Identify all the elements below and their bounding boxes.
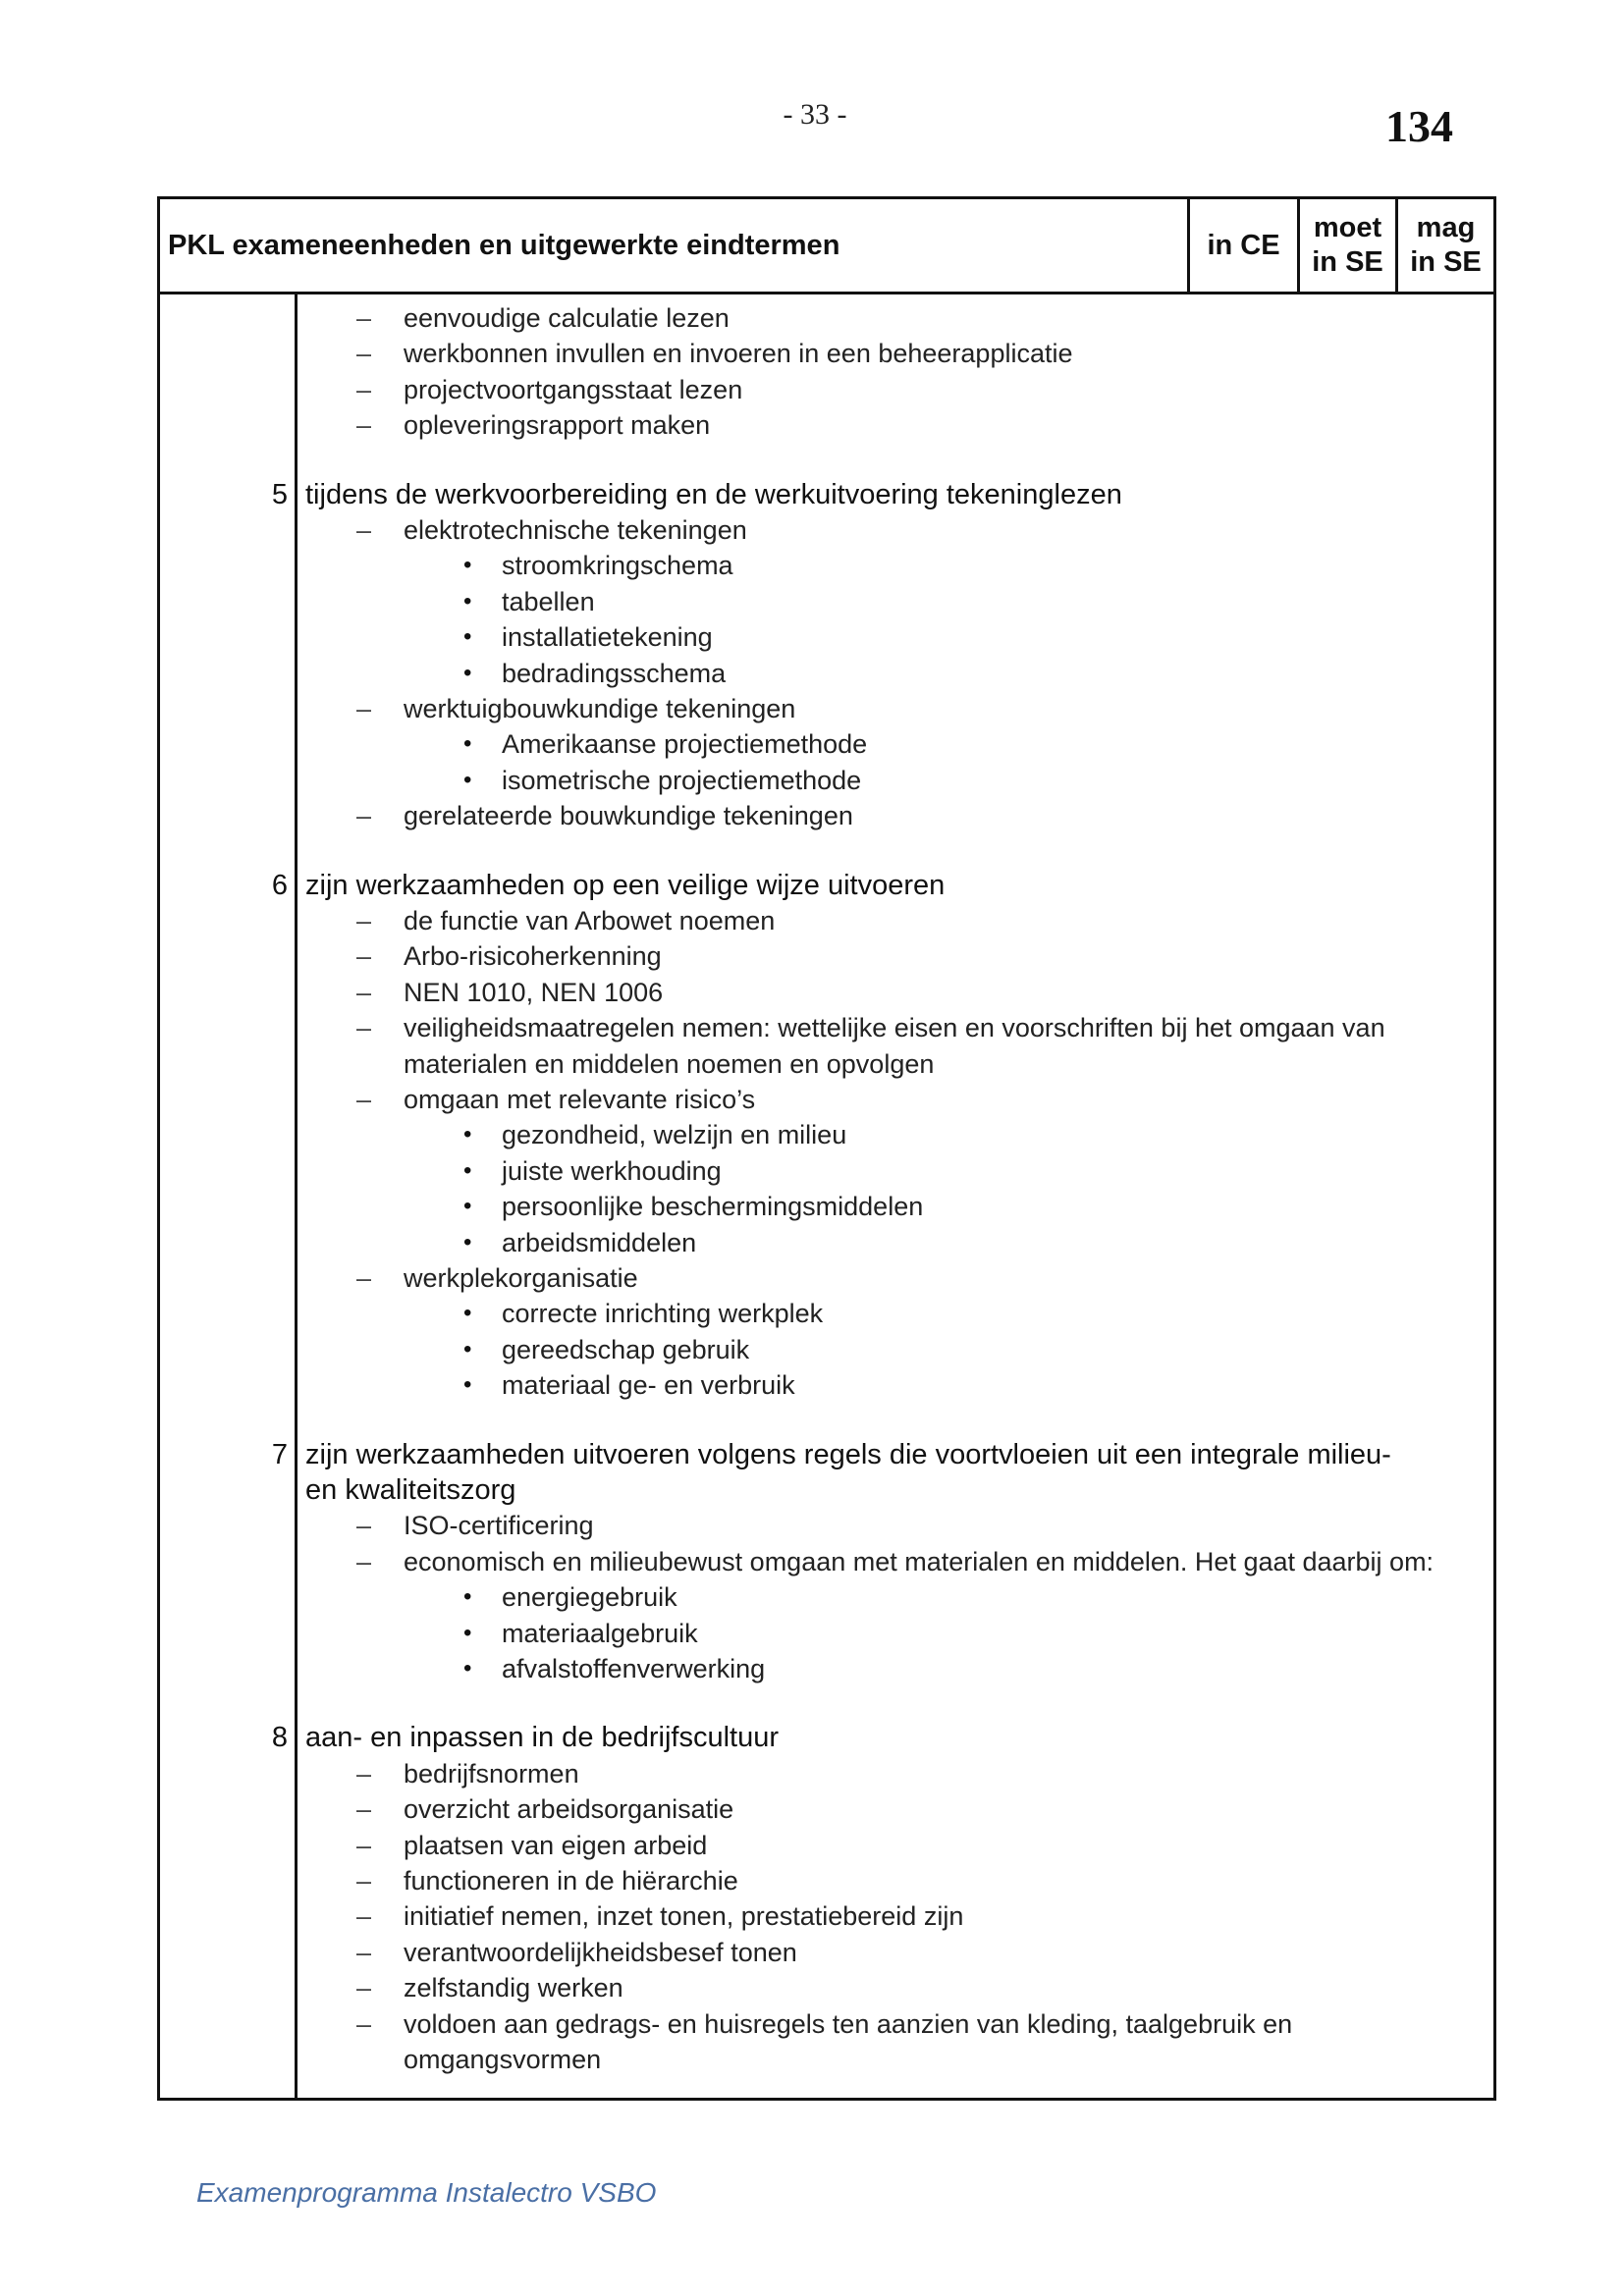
header-mag-line2: in SE (1410, 246, 1482, 278)
dash-icon: – (356, 410, 372, 441)
header-mag-in-se (1398, 199, 1493, 292)
dash-icon: – (356, 1546, 372, 1576)
section-title: zijn werkzaamheden op een veilige wijze uitvoeren (305, 869, 946, 901)
dash-icon: – (356, 2008, 372, 2039)
list-item-text: de functie van Arbowet noemen (404, 906, 776, 935)
list-item (298, 1935, 1493, 1970)
section-number: 8 (271, 1722, 288, 1754)
eindtermen-table (157, 196, 1496, 2101)
list-item-text: voldoen aan gedrags- en huisregels ten aanzien van kleding, taalgebruik en (404, 2008, 1293, 2039)
list-item-text: functioneren in de hiërarchie (404, 1866, 738, 1896)
sub-list-item (298, 1296, 1493, 1331)
list-item-text: werktuigbouwkundige tekeningen (404, 694, 796, 723)
section-heading-cont (298, 1472, 1493, 1508)
list-item-text: opleveringsrapport maken (404, 410, 711, 441)
sub-list-item-text: bedradingsschema (502, 658, 727, 688)
sub-list-item (298, 1579, 1493, 1615)
bullet-icon: • (463, 1583, 472, 1611)
section-number: 7 (271, 1438, 288, 1470)
list-item (298, 372, 1493, 407)
list-item-text-cont: materialen en middelen noemen en opvolgen (404, 1048, 935, 1079)
list-item-text: projectvoortgangsstaat lezen (404, 374, 743, 404)
bullet-icon: • (463, 1193, 472, 1220)
bullet-icon: • (463, 1228, 472, 1255)
sub-list-item (298, 1616, 1493, 1651)
sub-list-item-text: installatietekening (502, 622, 713, 653)
list-item-text: economisch en milieubewust omgaan met materialen en middelen. Het gaat daarbij om: (404, 1546, 1435, 1576)
table-body (160, 294, 1493, 2098)
list-item-text: initiatief nemen, inzet tonen, prestatiebereid zijn (404, 1901, 964, 1932)
dash-icon: – (356, 339, 372, 369)
dash-icon: – (356, 1937, 372, 1967)
sub-list-item-text: afvalstoffenverwerking (502, 1654, 766, 1683)
list-item-text: gerelateerde bouwkundige tekeningen (404, 801, 853, 831)
list-item (298, 300, 1493, 336)
sub-list-item-text: persoonlijke beschermingsmiddelen (502, 1192, 924, 1222)
number-column (160, 294, 298, 2098)
sub-list-item (298, 1332, 1493, 1367)
bullet-icon: • (463, 587, 472, 614)
sub-list-item-text: Amerikaanse projectiemethode (502, 729, 868, 760)
list-item (298, 1898, 1493, 1934)
bullet-icon: • (463, 1121, 472, 1148)
list-item (298, 938, 1493, 974)
list-item (298, 798, 1493, 833)
list-item (298, 1010, 1493, 1045)
bullet-icon: • (463, 552, 472, 579)
list-item (298, 975, 1493, 1010)
sub-list-item (298, 1367, 1493, 1403)
section-title: tijdens de werkvoorbereiding en de werkuitvoering tekeninglezen (305, 478, 1122, 510)
header-mag-line1: mag (1416, 212, 1476, 243)
sub-list-item (298, 1153, 1493, 1189)
list-item-text: Arbo-risicoherkenning (404, 941, 662, 972)
list-item-text: overzicht arbeidsorganisatie (404, 1794, 734, 1825)
section-title: zijn werkzaamheden uitvoeren volgens regels die voortvloeien uit een integrale milieu- (305, 1438, 1391, 1470)
bullet-icon: • (463, 1619, 472, 1646)
dash-icon: – (356, 801, 372, 831)
dash-icon: – (356, 374, 372, 404)
list-item-text: ISO-certificering (404, 1511, 594, 1541)
list-item (298, 1756, 1493, 1791)
bullet-icon: • (463, 1655, 472, 1682)
sub-list-item (298, 1225, 1493, 1260)
section-number: 6 (271, 869, 288, 901)
bullet-icon: • (463, 730, 472, 758)
list-item (298, 1082, 1493, 1117)
dash-icon: – (356, 1901, 372, 1932)
header-moet-line1: moet (1313, 212, 1382, 243)
list-item (298, 691, 1493, 726)
bullet-icon: • (463, 1300, 472, 1327)
sub-list-item (298, 1651, 1493, 1686)
list-item-cont (298, 1046, 1493, 1082)
sub-list-item (298, 656, 1493, 691)
list-item (298, 1863, 1493, 1898)
list-item-text: plaatsen van eigen arbeid (404, 1830, 708, 1860)
bullet-icon: • (463, 1335, 472, 1362)
section-heading (271, 1720, 1493, 1755)
list-item (298, 512, 1493, 548)
dash-icon: – (356, 1830, 372, 1860)
dash-icon: – (356, 906, 372, 935)
bullet-icon: • (463, 1156, 472, 1184)
sub-list-item-text: isometrische projectiemethode (502, 765, 862, 795)
sub-list-item-text: materiaal ge- en verbruik (502, 1370, 795, 1401)
sub-list-item (298, 584, 1493, 619)
sub-list-item-text: stroomkringschema (502, 551, 733, 581)
sub-list-item-text: materiaalgebruik (502, 1618, 698, 1648)
section-number: 5 (271, 478, 288, 510)
list-item (298, 1544, 1493, 1579)
table-header (160, 199, 1493, 294)
dash-icon: – (356, 1511, 372, 1541)
list-item (298, 2006, 1493, 2042)
bullet-icon: • (463, 659, 472, 686)
dash-icon: – (356, 1973, 372, 2003)
list-item-text: werkbonnen invullen en invoeren in een beheerapplicatie (404, 339, 1073, 369)
bullet-icon: • (463, 766, 472, 793)
sub-list-item-text: correcte inrichting werkplek (502, 1299, 824, 1329)
list-item (298, 1970, 1493, 2005)
header-in-ce: in CE (1190, 199, 1300, 292)
content-column (271, 294, 1493, 2098)
header-moet-line2: in SE (1312, 246, 1383, 278)
dash-icon: – (356, 1013, 372, 1043)
dash-icon: – (356, 515, 372, 545)
header-title: PKL exameneenheden en uitgewerkte eindtermen (160, 199, 1190, 292)
section-heading (271, 477, 1493, 512)
bullet-icon: • (463, 623, 472, 651)
document-number: 134 (1385, 101, 1453, 151)
dash-icon: – (356, 1758, 372, 1789)
dash-icon: – (356, 941, 372, 972)
list-item-text: elektrotechnische tekeningen (404, 515, 747, 545)
section-heading (271, 1437, 1493, 1472)
list-item (298, 1828, 1493, 1863)
list-item-text: veiligheidsmaatregelen nemen: wettelijke eisen en voorschriften bij het omgaan van (404, 1013, 1385, 1043)
list-item (298, 1508, 1493, 1543)
dash-icon: – (356, 1263, 372, 1293)
list-item-text: zelfstandig werken (404, 1973, 623, 2003)
sub-list-item (298, 763, 1493, 798)
list-item (298, 336, 1493, 371)
sub-list-item (298, 1189, 1493, 1224)
bullet-icon: • (463, 1371, 472, 1399)
list-item-text: verantwoordelijkheidsbesef tonen (404, 1937, 797, 1967)
list-item-cont (298, 2042, 1493, 2077)
list-item (298, 407, 1493, 443)
list-item-text: werkplekorganisatie (404, 1263, 638, 1293)
list-item (298, 903, 1493, 938)
section-heading (271, 868, 1493, 903)
footer-text: Examenprogramma Instalectro VSBO (196, 2177, 657, 2208)
list-item-text-cont: omgangsvormen (404, 2045, 602, 2074)
list-item-text: bedrijfsnormen (404, 1758, 579, 1789)
section-title-cont: en kwaliteitszorg (305, 1474, 516, 1506)
list-item (298, 1260, 1493, 1296)
dash-icon: – (356, 1085, 372, 1114)
dash-icon: – (356, 977, 372, 1007)
sub-list-item-text: gereedschap gebruik (502, 1334, 750, 1364)
list-item-text: omgaan met relevante risico’s (404, 1085, 756, 1114)
list-item-text: NEN 1010, NEN 1006 (404, 977, 664, 1007)
dash-icon: – (356, 1794, 372, 1825)
sub-list-item-text: juiste werkhouding (502, 1155, 722, 1186)
sub-list-item-text: arbeidsmiddelen (502, 1227, 697, 1257)
sub-list-item (298, 1117, 1493, 1152)
list-item (298, 1791, 1493, 1827)
sub-list-item (298, 619, 1493, 655)
sub-list-item-text: gezondheid, welzijn en milieu (502, 1120, 847, 1150)
dash-icon: – (356, 1866, 372, 1896)
section-title: aan- en inpassen in de bedrijfscultuur (305, 1722, 780, 1754)
sub-list-item (298, 548, 1493, 583)
sub-list-item-text: energiegebruik (502, 1582, 677, 1613)
dash-icon: – (356, 303, 372, 333)
header-moet-in-se (1300, 199, 1398, 292)
dash-icon: – (356, 694, 372, 723)
page-number: - 33 - (783, 98, 847, 131)
sub-list-item-text: tabellen (502, 586, 595, 616)
list-item-text: eenvoudige calculatie lezen (404, 303, 730, 333)
sub-list-item (298, 726, 1493, 762)
